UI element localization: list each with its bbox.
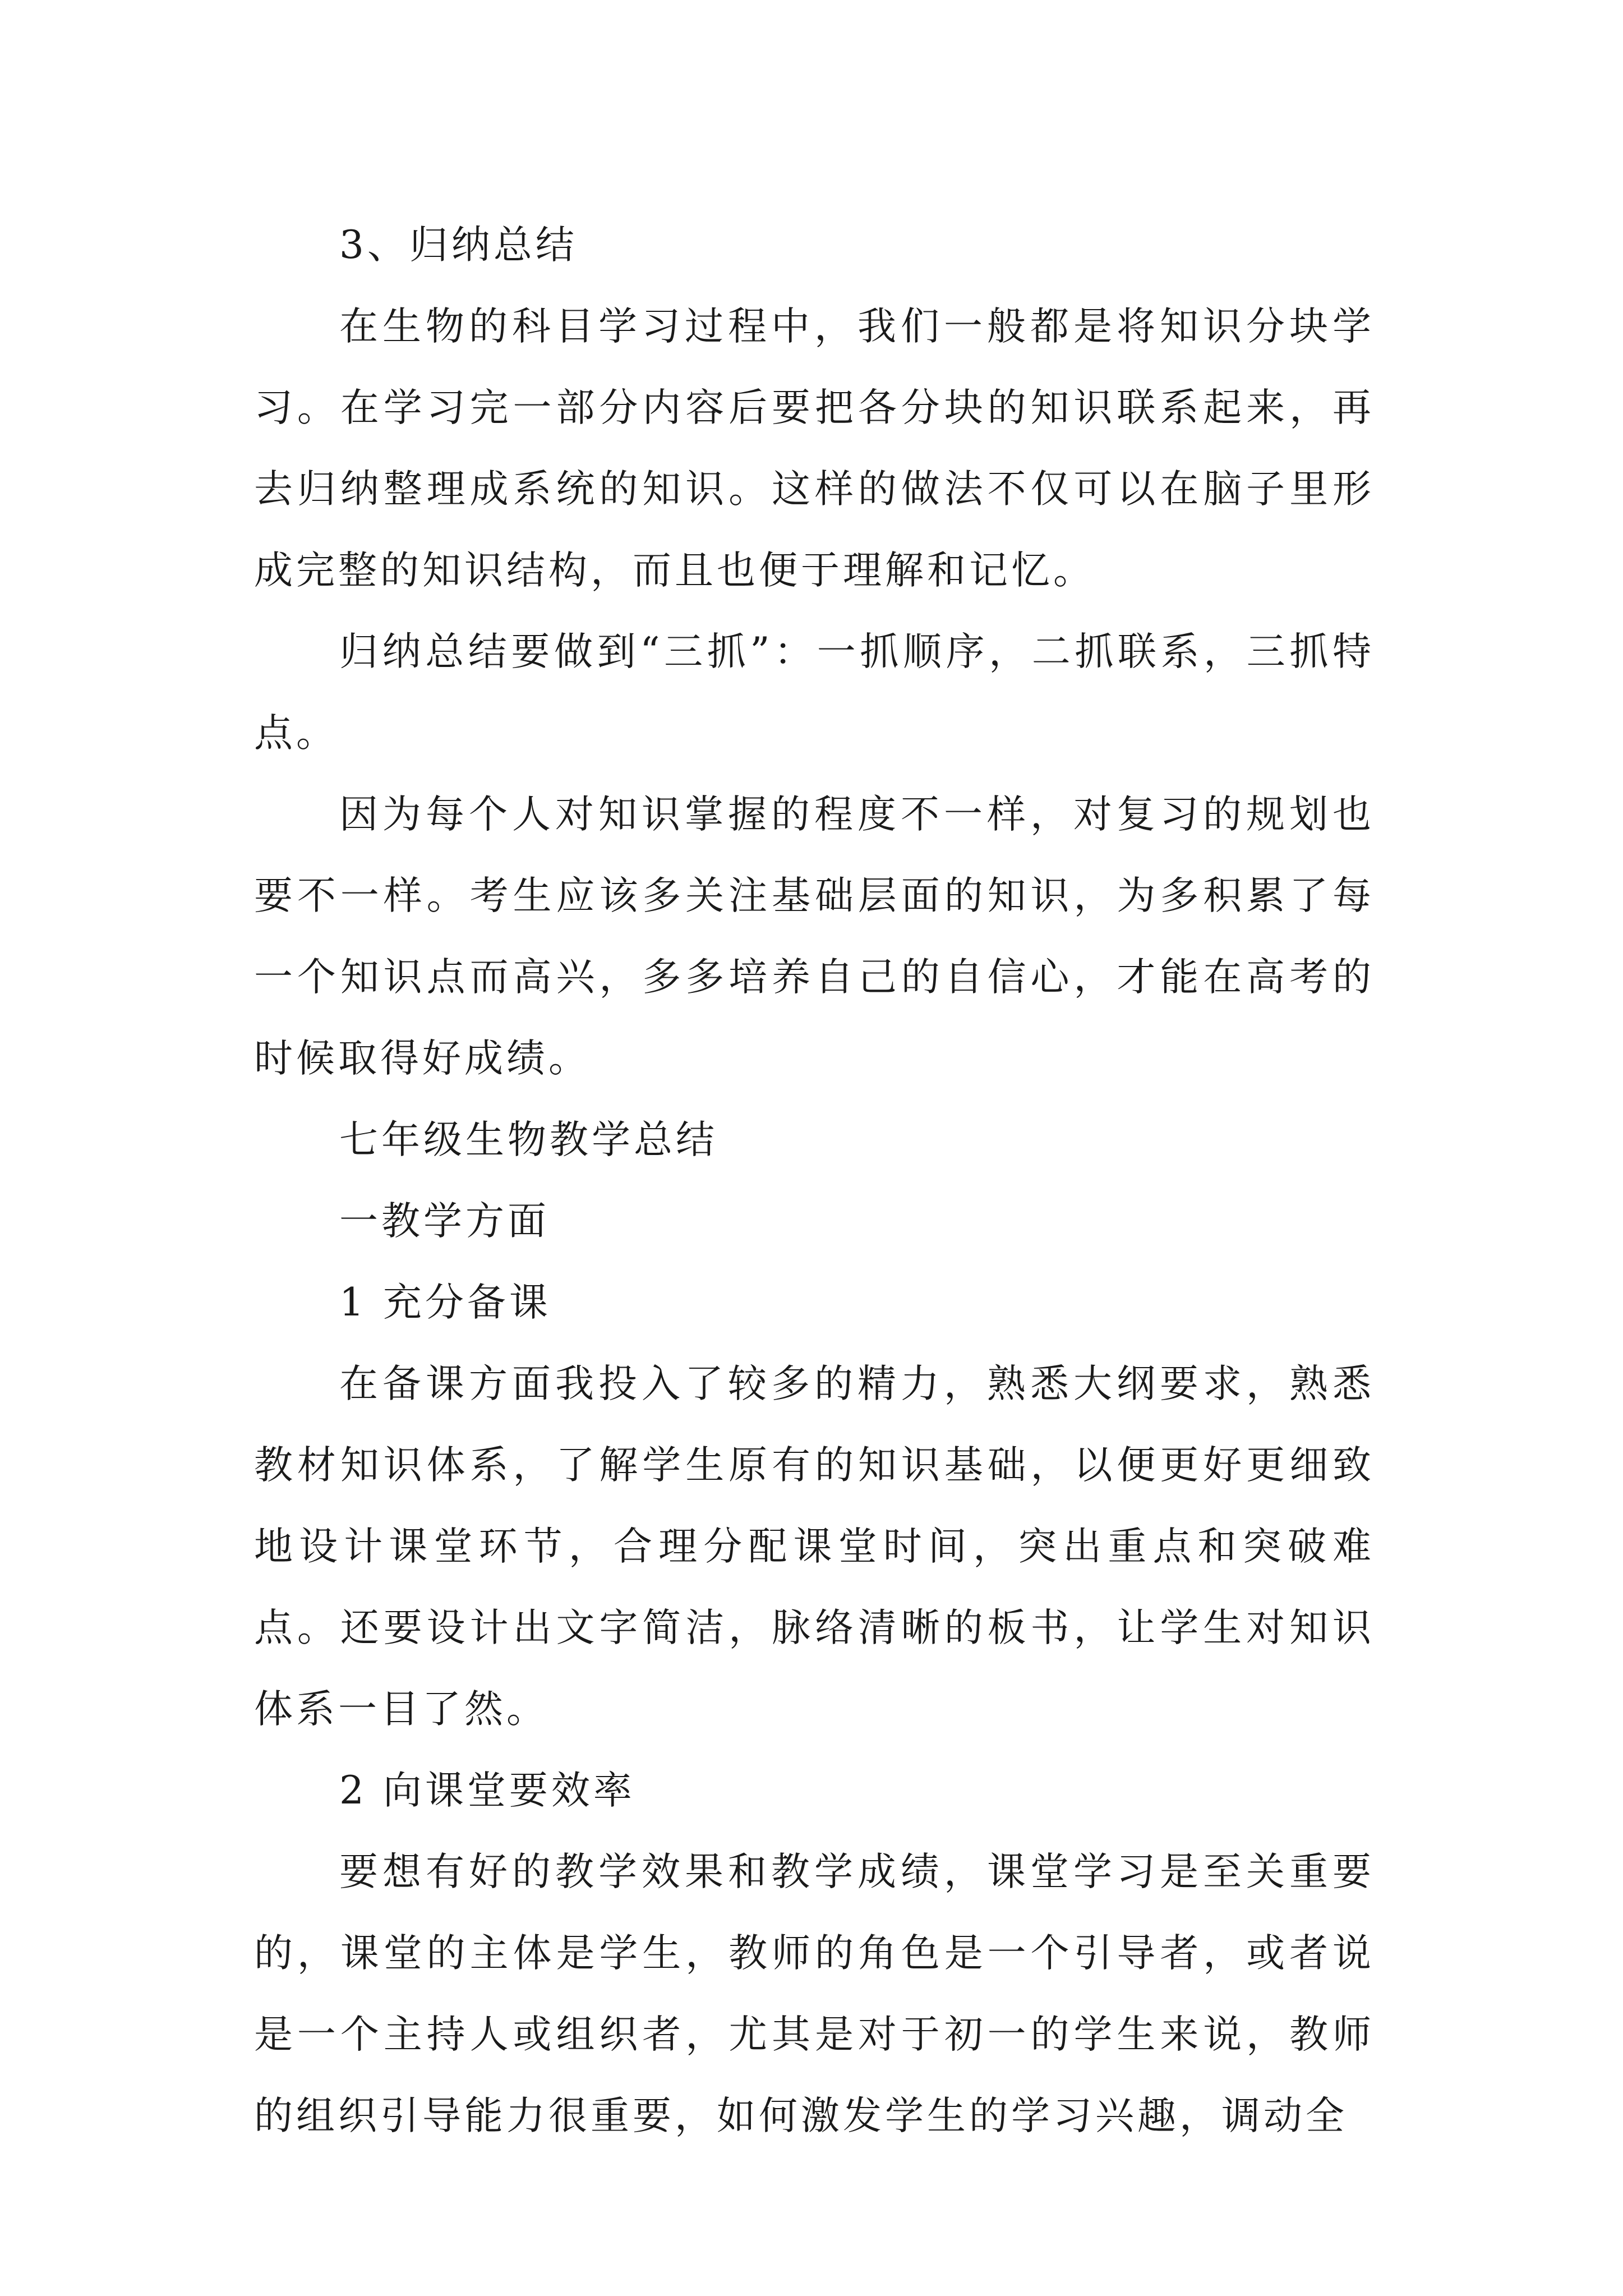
paragraph: 因为每个人对知识掌握的程度不一样，对复习的规划也要不一样。考生应该多关注基础层面的知识，为多积累了每一个知识点而高兴，多多培养自己的自信心，才能在高考的时候取得好成绩。: [254, 792, 1375, 1081]
paragraph: 在生物的科目学习过程中，我们一般都是将知识分块学习。在学习完一部分内容后要把各分块的知识联系起来，再去归纳整理成系统的知识。这样的做法不仅可以在脑子里形成完整的知识结构，而且也便于理解和记忆。: [254, 304, 1375, 593]
document-title: 七年级生物教学总结: [339, 1117, 718, 1162]
subsection-heading: 2 向课堂要效率: [339, 1768, 635, 1813]
paragraph: 要想有好的教学效果和教学成绩，课堂学习是至关重要的，课堂的主体是学生，教师的角色是一个引导者，或者说是一个主持人或组织者，尤其是对于初一的学生来说，教师的组织引导能力很重要，如何激发学生的学习兴趣，调动全: [254, 1849, 1375, 2138]
paragraph: 在备课方面我投入了较多的精力，熟悉大纲要求，熟悉教材知识体系，了解学生原有的知识基础，以便更好更细致地设计课堂环节，合理分配课堂时间，突出重点和突破难点。还要设计出文字简洁，脉络清晰的板书，让学生对知识体系一目了然。: [254, 1361, 1375, 1732]
section-heading: 一教学方面: [339, 1199, 550, 1244]
section-heading: 3、归纳总结: [339, 223, 578, 268]
subsection-heading: 1 充分备课: [339, 1280, 551, 1325]
paragraph: 归纳总结要做到“三抓”：一抓顺序，二抓联系，三抓特点。: [254, 629, 1375, 756]
document-body: [254, 205, 1375, 2157]
